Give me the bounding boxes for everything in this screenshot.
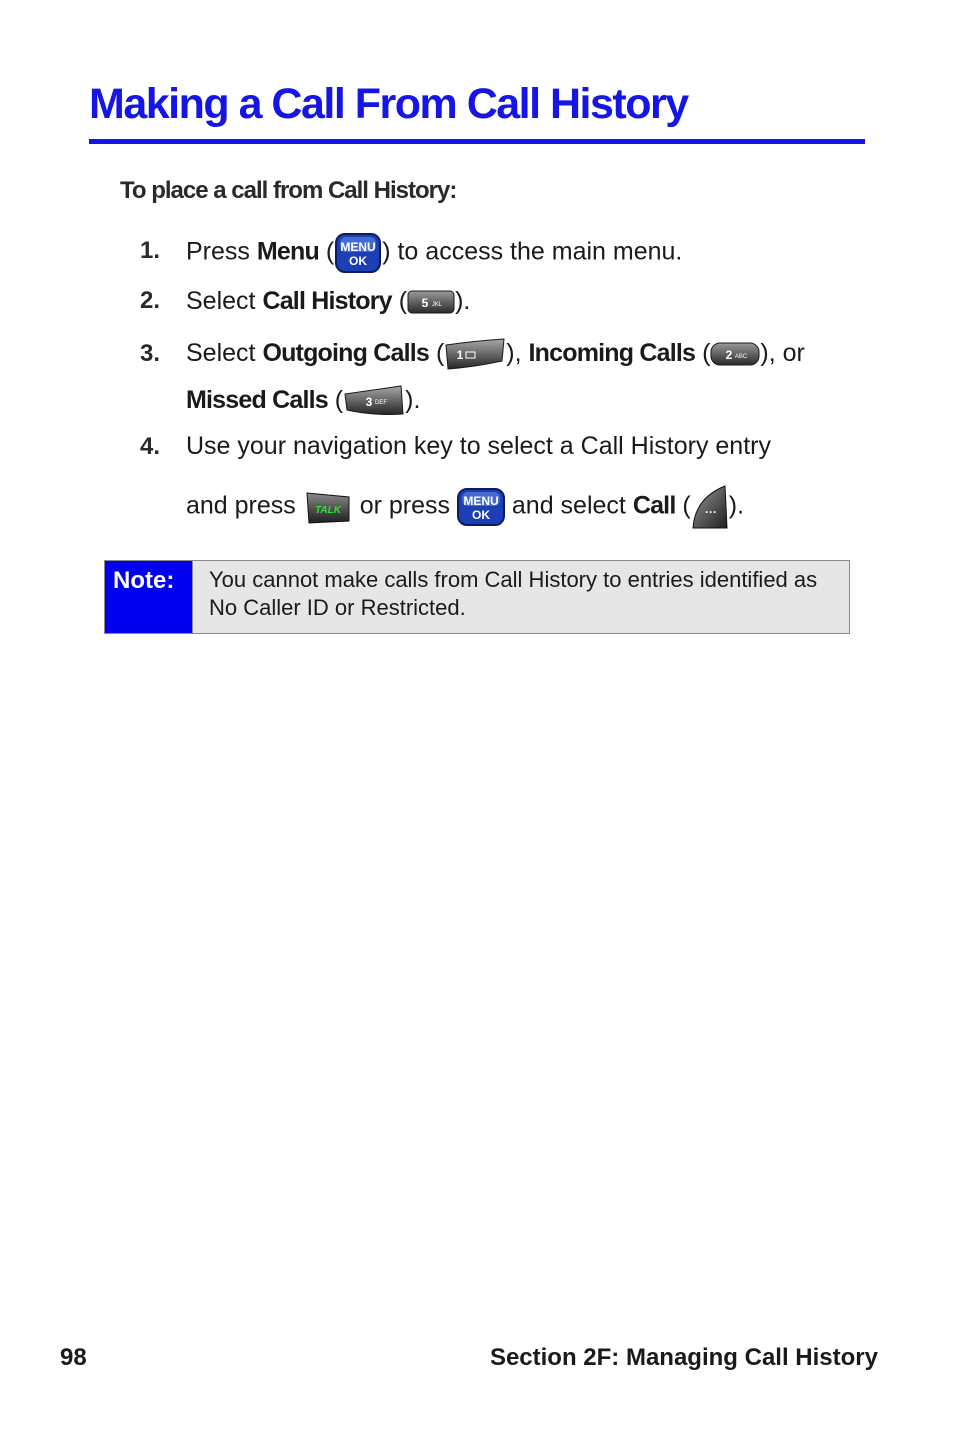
page-number: 98 bbox=[60, 1344, 87, 1371]
menu-label: Menu bbox=[256, 237, 319, 266]
svg-text:3: 3 bbox=[365, 395, 373, 410]
step-2-number: 2. bbox=[140, 287, 161, 314]
svg-text:5: 5 bbox=[421, 296, 429, 311]
svg-text:TALK: TALK bbox=[314, 505, 341, 516]
step-4-number: 4. bbox=[140, 433, 161, 460]
note-label: Note: bbox=[105, 561, 193, 633]
svg-text:ABC: ABC bbox=[735, 354, 748, 361]
intro-heading: To place a call from Call History: bbox=[120, 177, 457, 204]
key-2-icon bbox=[710, 341, 760, 367]
step-2-text: Select Call History ( 5 JKL ). bbox=[186, 287, 471, 315]
talk-key-icon bbox=[303, 489, 353, 525]
key-5-icon bbox=[407, 289, 455, 315]
title-underline bbox=[89, 139, 865, 144]
svg-text:MENU: MENU bbox=[463, 494, 499, 508]
outgoing-calls-label: Outgoing Calls bbox=[262, 339, 430, 367]
page-title: Making a Call From Call History bbox=[89, 80, 688, 128]
missed-calls-label: Missed Calls bbox=[186, 386, 328, 414]
incoming-calls-label: Incoming Calls bbox=[528, 339, 696, 367]
call-softkey-icon bbox=[691, 484, 729, 530]
key-1-icon bbox=[444, 337, 506, 371]
menu-ok-key-icon bbox=[457, 488, 505, 526]
step-3-number: 3. bbox=[140, 340, 161, 367]
step-1-text: Press Menu ( MENU OK ) to access the main menu. bbox=[186, 233, 682, 273]
step-3-text-line2: Missed Calls ( 3 DEF ). bbox=[186, 383, 420, 418]
svg-text:OK: OK bbox=[349, 254, 368, 268]
step-4-text-line1: Use your navigation key to select a Call History entry bbox=[186, 432, 771, 460]
svg-text:2: 2 bbox=[726, 348, 733, 363]
svg-text:JKL: JKL bbox=[431, 302, 443, 309]
call-label: Call bbox=[632, 491, 676, 520]
call-history-label: Call History bbox=[262, 287, 392, 315]
step-4-text-line2: and press TALK or press MENU OK and select Call ( ··· ). bbox=[186, 484, 744, 530]
note-text: You cannot make calls from Call History to entries identified as No Caller ID or Restricted. bbox=[209, 567, 818, 620]
note-box bbox=[104, 560, 850, 634]
menu-ok-key-icon bbox=[334, 233, 382, 273]
svg-text:OK: OK bbox=[471, 508, 490, 522]
step-3-text-line1: Select Outgoing Calls ( 1 ), Incoming Calls ( 2 ABC ), or bbox=[186, 336, 805, 371]
svg-text:1: 1 bbox=[456, 348, 464, 363]
step-1-number: 1. bbox=[140, 237, 161, 264]
svg-text:DEF: DEF bbox=[375, 400, 388, 407]
svg-text:···: ··· bbox=[704, 505, 717, 519]
key-3-icon bbox=[343, 384, 405, 418]
svg-text:MENU: MENU bbox=[340, 240, 376, 254]
section-title: Section 2F: Managing Call History bbox=[489, 1344, 878, 1371]
